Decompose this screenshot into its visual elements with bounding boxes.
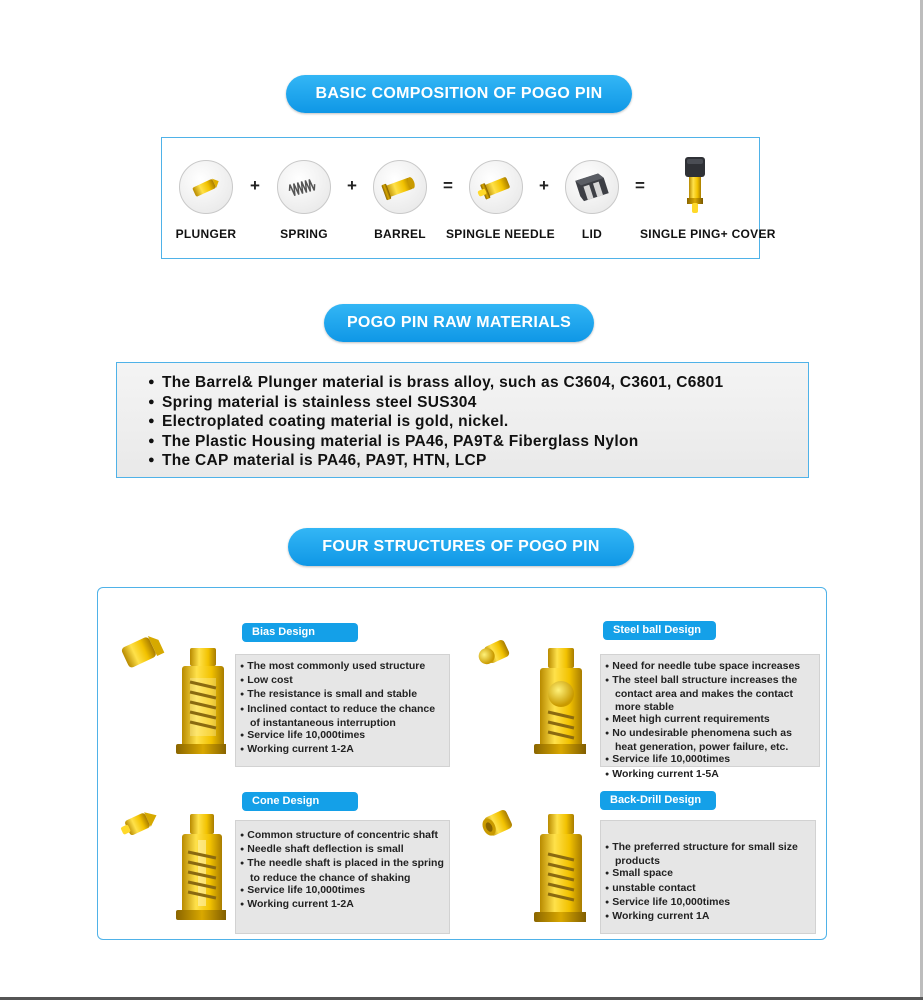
list-item: ● The needle shaft is placed in the spring to reduce the chance of shaking [240, 857, 445, 883]
list-item: ● Working current 1-2A [240, 898, 445, 912]
steel-ball-design-info [600, 654, 820, 780]
list-item: ● Small space [605, 867, 811, 881]
back-drill-design-pin-image [476, 796, 586, 941]
spring-icon [277, 160, 331, 214]
composition-item-plunger: PLUNGER [156, 160, 256, 214]
composition-panel [161, 137, 776, 259]
list-item: ● Common structure of concentric shaft [240, 829, 445, 843]
list-item: ● Electroplated coating material is gold, nickel. [148, 413, 723, 433]
list-item: ● Need for needle tube space increases [605, 660, 815, 674]
bias-design-pin-image [116, 626, 226, 771]
back-drill-design-tag: Back-Drill Design [600, 791, 716, 810]
list-item: ● Meet high current requirements [605, 713, 815, 727]
equals-operator: = [635, 176, 645, 195]
spindle-needle-icon [469, 160, 523, 214]
list-item: ● The most commonly used structure [240, 660, 445, 674]
composition-item-lid: LID [542, 160, 642, 214]
list-item: ● Needle shaft deflection is small [240, 843, 445, 857]
composition-item-spring: SPRING [254, 160, 354, 214]
structures-panel [97, 587, 827, 940]
equals-operator: = [443, 176, 453, 195]
lid-icon [565, 160, 619, 214]
list-item: ● Service life 10,000times [605, 753, 815, 767]
steel-ball-design-tag: Steel ball Design [603, 621, 716, 640]
single-pin-cover-icon [675, 156, 715, 216]
composition-item-barrel: BARREL [350, 160, 450, 214]
list-item: ● No undesirable phenomena such as heat generation, power failure, etc. [605, 727, 815, 753]
plus-operator: + [347, 176, 357, 195]
list-item: ● Low cost [240, 674, 445, 688]
materials-list [148, 374, 723, 472]
list-item: ● The CAP material is PA46, PA9T, HTN, LCP [148, 452, 723, 472]
list-item: ● The Plastic Housing material is PA46, PA9T& Fiberglass Nylon [148, 433, 723, 453]
list-item: ● unstable contact [605, 882, 811, 896]
plunger-icon [179, 160, 233, 214]
barrel-icon [373, 160, 427, 214]
list-item: ● Working current 1-2A [240, 743, 445, 757]
list-item: ● Service life 10,000times [240, 884, 445, 898]
steel-ball-design-pin-image [476, 626, 586, 771]
structures-title: FOUR STRUCTURES OF POGO PIN [288, 528, 634, 566]
cone-design-info [235, 820, 450, 934]
materials-panel [116, 362, 809, 478]
composition-item-single-pin-cover: SINGLE PING+ COVER [640, 160, 750, 216]
plus-operator: + [539, 176, 549, 195]
list-item: ● The preferred structure for small size products [605, 841, 811, 867]
list-item: ● Service life 10,000times [605, 896, 811, 910]
composition-title: BASIC COMPOSITION OF POGO PIN [286, 75, 632, 113]
list-item: ● Spring material is stainless steel SUS304 [148, 394, 723, 414]
composition-item-spindle-needle: SPINGLE NEEDLE [446, 160, 546, 214]
plus-operator: + [250, 176, 260, 195]
bias-design-info [235, 654, 450, 767]
list-item: ● Service life 10,000times [240, 729, 445, 743]
bias-design-tag: Bias Design [242, 623, 358, 642]
back-drill-design-info [600, 820, 816, 934]
cone-design-tag: Cone Design [242, 792, 358, 811]
list-item: ● The steel ball structure increases the contact area and makes the contact more stable [605, 674, 815, 713]
list-item: ● Working current 1A [605, 910, 811, 924]
list-item: ● The resistance is small and stable [240, 688, 445, 702]
list-item: ● Inclined contact to reduce the chance of instantaneous interruption [240, 703, 445, 729]
materials-title: POGO PIN RAW MATERIALS [324, 304, 594, 342]
cone-design-pin-image [116, 796, 226, 941]
list-item: ● Working current 1-5A [605, 768, 815, 782]
list-item: ● The Barrel& Plunger material is brass alloy, such as C3604, C3601, C6801 [148, 374, 723, 394]
